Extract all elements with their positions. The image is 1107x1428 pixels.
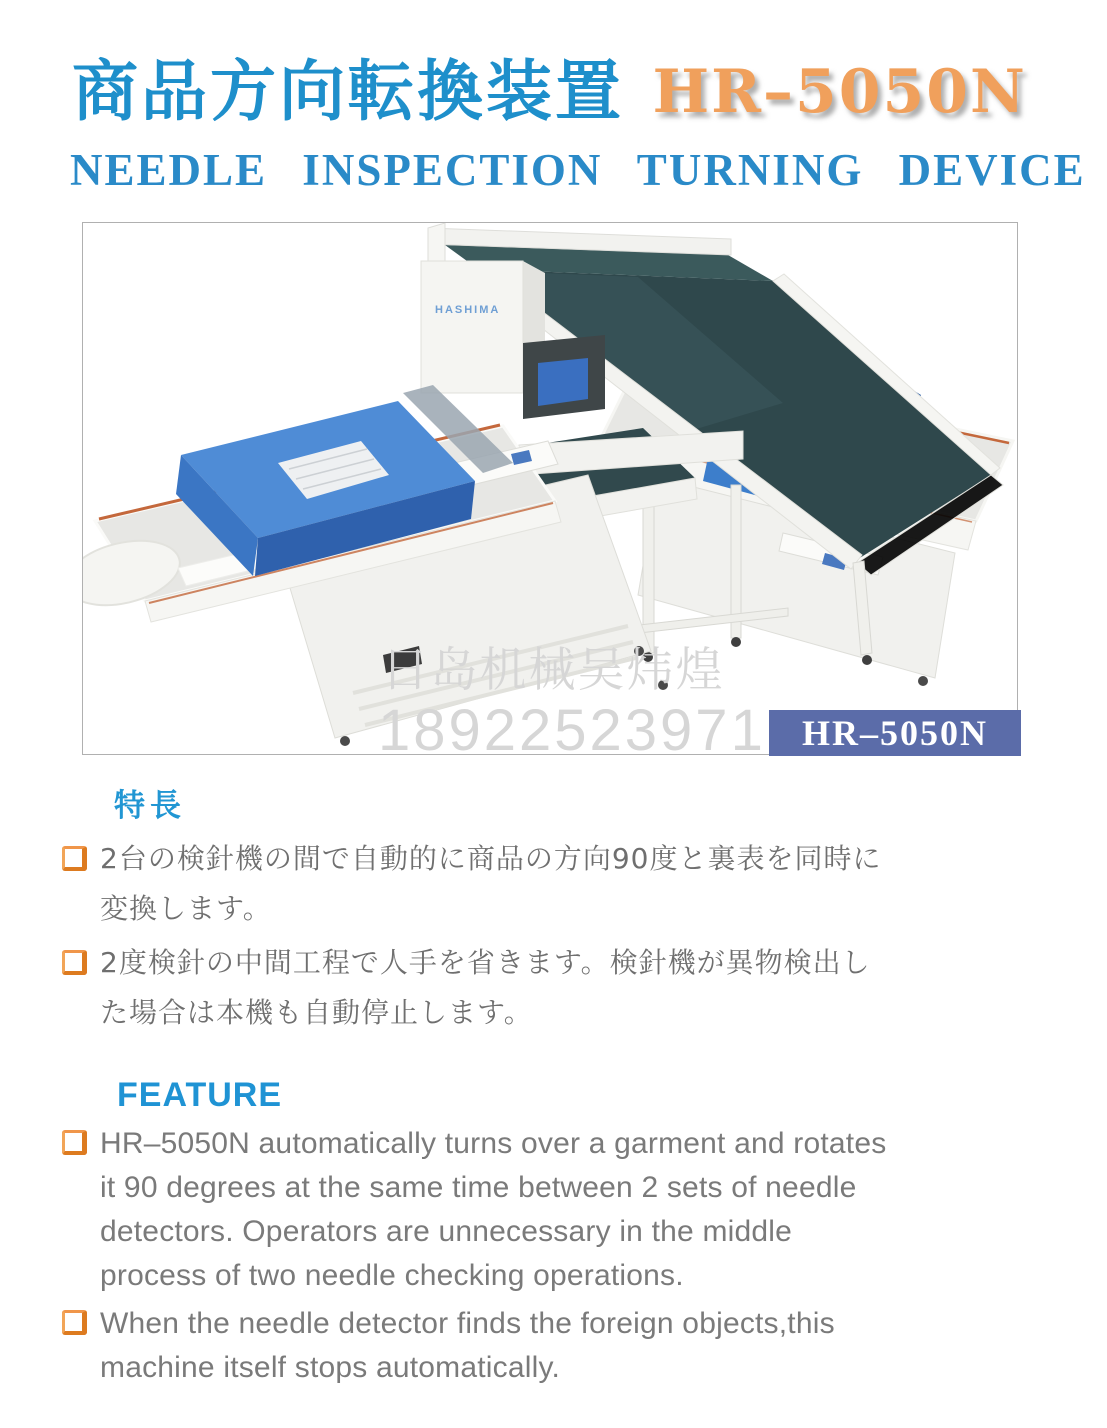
watermark-name: 日岛机械吴炜煌 [381,643,725,698]
list-item-text [100,938,871,1038]
watermark [378,643,766,763]
square-bullet-icon [62,846,87,871]
list-item-text [100,834,881,934]
list-item-text [100,1122,886,1298]
text-line: HR–5050N automatically turns over a garment and rotates [100,1127,887,1160]
text-line: 2度検針の中間工程で人手を省きます。検針機が異物検出し [100,946,871,979]
square-bullet-icon [62,950,87,975]
title-model-number: HR–5050N [652,57,1027,127]
features-en-list [62,1122,1052,1394]
title-english: NEEDLE INSPECTION TURNING DEVICE [70,145,1086,195]
square-bullet-icon [62,1310,87,1335]
text-line: 2台の検針機の間で自動的に商品の方向90度と裏表を同時に [100,842,882,875]
text-line: detectors. Operators are unnecessary in the middle [100,1215,793,1248]
text-line: machine itself stops automatically. [100,1351,560,1384]
square-bullet-icon [62,1130,87,1155]
text-line: た場合は本機も自動停止します。 [100,996,533,1029]
text-line: 変換します。 [100,892,272,925]
page-title [72,38,1027,133]
list-item [62,1302,1052,1390]
title-japanese: 商品方向転換装置 [72,53,624,130]
features-en-heading: FEATURE [117,1076,283,1114]
list-item [62,1122,1052,1298]
brand-label: HASHIMA [435,304,501,316]
list-item [62,834,1052,934]
product-photo-frame [82,222,1018,763]
text-line: it 90 degrees at the same time between 2 sets of needle [100,1171,857,1204]
list-item-text [100,1302,835,1390]
text-line: process of two needle checking operations. [100,1259,684,1292]
model-badge: HR–5050N [769,710,1021,756]
watermark-phone: 18922523971 [378,698,766,763]
features-jp-list [62,834,1052,1042]
text-line: When the needle detector finds the foreign objects,this [100,1307,835,1340]
list-item [62,938,1052,1038]
features-jp-heading: 特長 [114,788,186,824]
